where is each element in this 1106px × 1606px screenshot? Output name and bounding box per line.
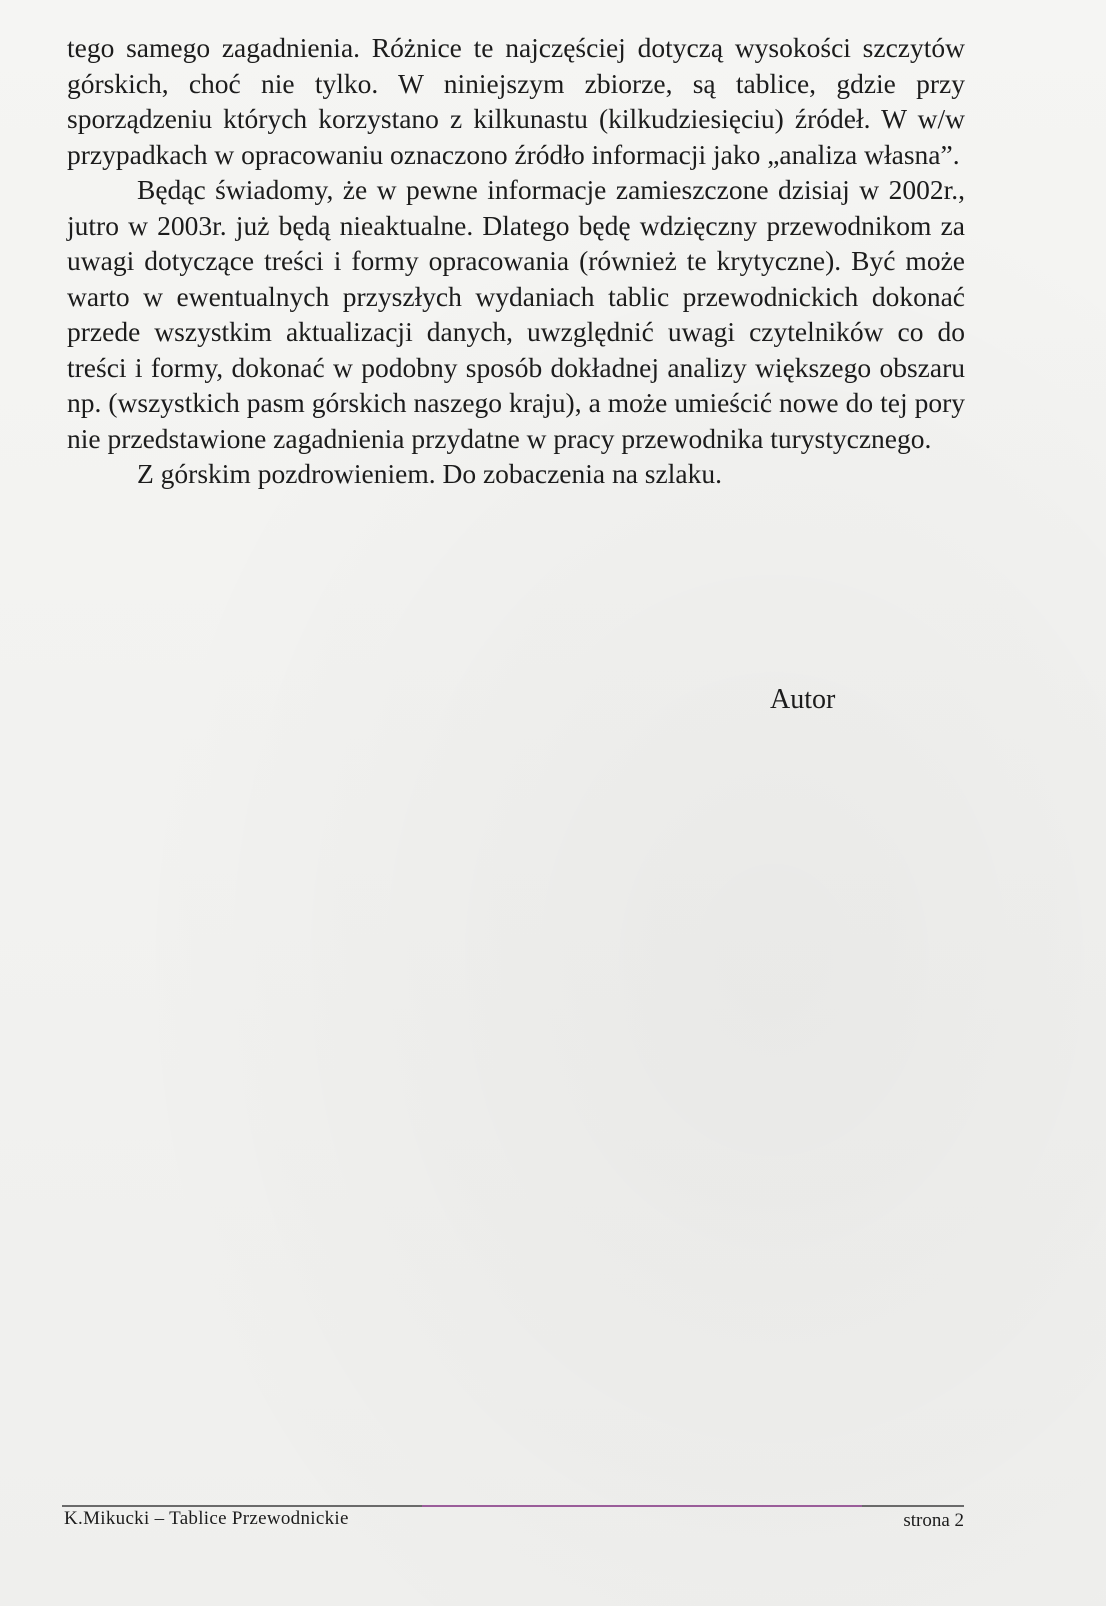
paragraph-1: tego samego zagadnienia. Różnice te najczęściej dotyczą wysokości szczytów górskich, choć nie tylko. W niniejszym zbiorze, są tablice, gdzie przy sporządzeniu których korzystano z kilkunastu (kilkudziesięciu) źródeł. W w/w przypadkach w opracowaniu oznaczono źródło informacji jako „analiza własna”. <box>67 32 965 170</box>
body-text <box>67 30 965 492</box>
signature-author: Autor <box>770 684 836 715</box>
footer-divider-accent <box>422 1505 862 1507</box>
page-number: strona 2 <box>903 1510 964 1531</box>
footer-title: K.Mikucki – Tablice Przewodnickie <box>64 1508 349 1529</box>
paragraph-2: Będąc świadomy, że w pewne informacje zamieszczone dzisiaj w 2002r., jutro w 2003r. już będą nieaktualne. Dlatego będę wdzięczny przewodnikom za uwagi dotyczące treści i formy opracowania (również te krytyczne). Być może warto w ewentualnych przyszłych wydaniach tablic przewodnickich dokonać przede wszystkim aktualizacji danych, uwzględnić uwagi czytelników co do treści i formy, dokonać w podobny sposób dokładnej analizy większego obszaru np. (wszystkich pasm górskich naszego kraju), a może umieścić nowe do tej pory nie przedstawione zagadnienia przydatne w pracy przewodnika turystycznego. <box>67 174 965 454</box>
paragraph-3: Z górskim pozdrowieniem. Do zobaczenia na szlaku. <box>137 458 722 489</box>
footer-divider <box>62 1505 964 1507</box>
